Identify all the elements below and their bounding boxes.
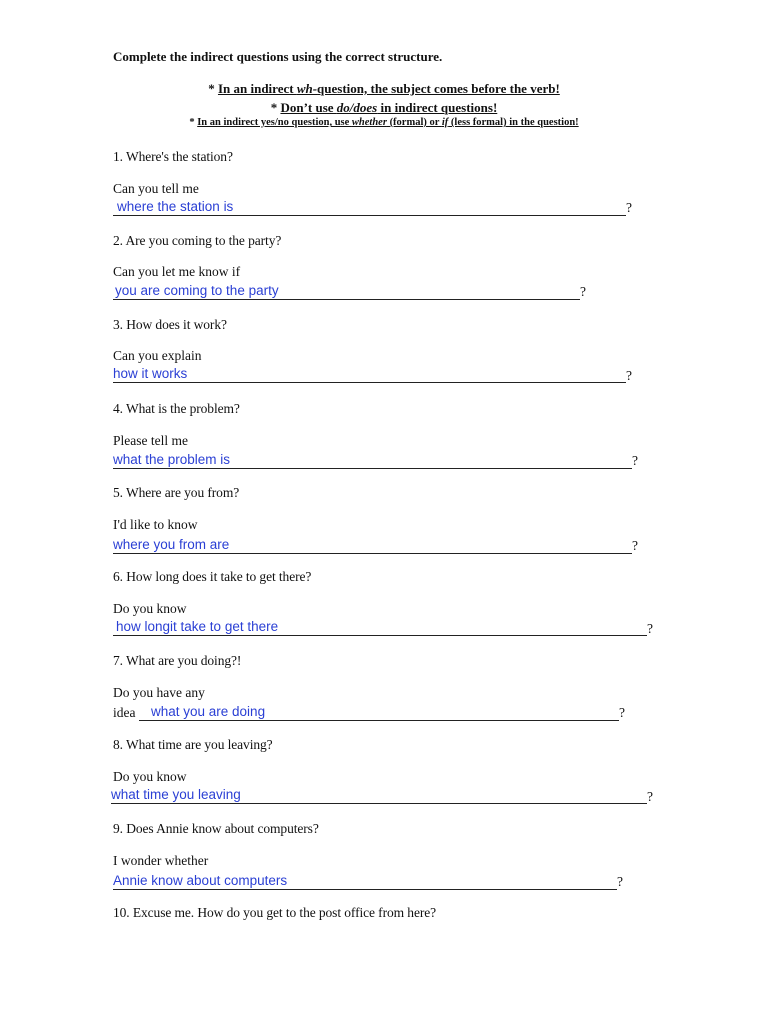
question-mark-9: ?	[617, 874, 623, 889]
question-mark-8: ?	[647, 789, 653, 804]
lead-text-8: Do you know	[113, 769, 187, 784]
lead-text-3: Can you explain	[113, 348, 202, 363]
rule-bullet: *	[208, 81, 218, 96]
rule-text: Don’t use	[280, 100, 337, 115]
answer-field-6[interactable]	[113, 618, 647, 636]
question-mark-5: ?	[632, 538, 638, 553]
answer-field-2[interactable]	[113, 282, 580, 300]
answer-text-9: Annie know about computers	[113, 873, 288, 888]
lead-text-5: I'd like to know	[113, 517, 198, 532]
question-mark-2: ?	[580, 284, 586, 299]
question-mark-3: ?	[626, 368, 632, 383]
answer-field-8[interactable]	[111, 786, 647, 804]
answer-text-6: how longit take to get there	[116, 619, 279, 634]
question-5: 5. Where are you from?	[113, 485, 240, 500]
answer-text-4: what the problem is	[113, 452, 231, 467]
question-6: 6. How long does it take to get there?	[113, 569, 312, 584]
question-mark-7: ?	[619, 705, 625, 720]
answer-text-1: where the station is	[117, 199, 234, 214]
question-2: 2. Are you coming to the party?	[113, 233, 282, 248]
rule-text: In an indirect	[217, 81, 297, 96]
question-1: 1. Where's the station?	[113, 149, 233, 164]
question-mark-1: ?	[626, 200, 632, 215]
rule-emphasis: wh-	[296, 81, 318, 96]
rule-emphasis: if	[441, 117, 449, 128]
question-7: 7. What are you doing?!	[113, 653, 242, 668]
answer-text-2: you are coming to the party	[115, 283, 279, 298]
rule-whether-if	[0, 117, 768, 128]
question-mark-4: ?	[632, 453, 638, 468]
answer-text-7: what you are doing	[151, 704, 266, 719]
lead-text-1: Can you tell me	[113, 181, 199, 196]
answer-field-3[interactable]	[113, 365, 626, 383]
lead-text-4: Please tell me	[113, 433, 188, 448]
rule-text: In an indirect yes/no question, use	[197, 117, 352, 128]
answer-field-1[interactable]	[113, 198, 626, 216]
lead-text-2: Can you let me know if	[113, 264, 241, 279]
rule-no-do-does	[0, 100, 768, 116]
question-8: 8. What time are you leaving?	[113, 737, 273, 752]
lead-text-7: Do you have any	[113, 685, 205, 700]
rule-text: (formal) or	[386, 117, 442, 128]
answer-text-3: how it works	[113, 366, 188, 381]
question-9: 9. Does Annie know about computers?	[113, 821, 319, 836]
rule-bullet: *	[270, 100, 281, 115]
rule-emphasis: whether	[351, 117, 387, 128]
lead-text-9: I wonder whether	[113, 853, 209, 868]
rule-bullet: *	[189, 117, 198, 128]
question-4: 4. What is the problem?	[113, 401, 240, 416]
rule-text: question, the subject comes before the verb!	[317, 81, 560, 96]
lead-text-6: Do you know	[113, 601, 187, 616]
answer-field-9[interactable]	[113, 872, 617, 890]
question-mark-6: ?	[647, 621, 653, 636]
question-10: 10. Excuse me. How do you get to the post office from here?	[113, 905, 437, 920]
answer-field-4[interactable]	[113, 451, 632, 469]
question-3: 3. How does it work?	[113, 317, 227, 332]
answer-field-7[interactable]	[139, 703, 619, 721]
rule-text: in indirect questions!	[377, 100, 498, 115]
rule-subject-before-verb	[0, 81, 768, 97]
rule-emphasis: do/does	[336, 100, 378, 115]
answer-text-5: where you from are	[113, 537, 230, 552]
answer-text-8: what time you leaving	[111, 787, 241, 802]
answer-field-5[interactable]	[113, 536, 632, 554]
lead-text-7b: idea	[113, 705, 136, 720]
rule-text: (less formal) in the question!	[448, 117, 579, 128]
worksheet-title: Complete the indirect questions using the correct structure.	[113, 49, 443, 64]
